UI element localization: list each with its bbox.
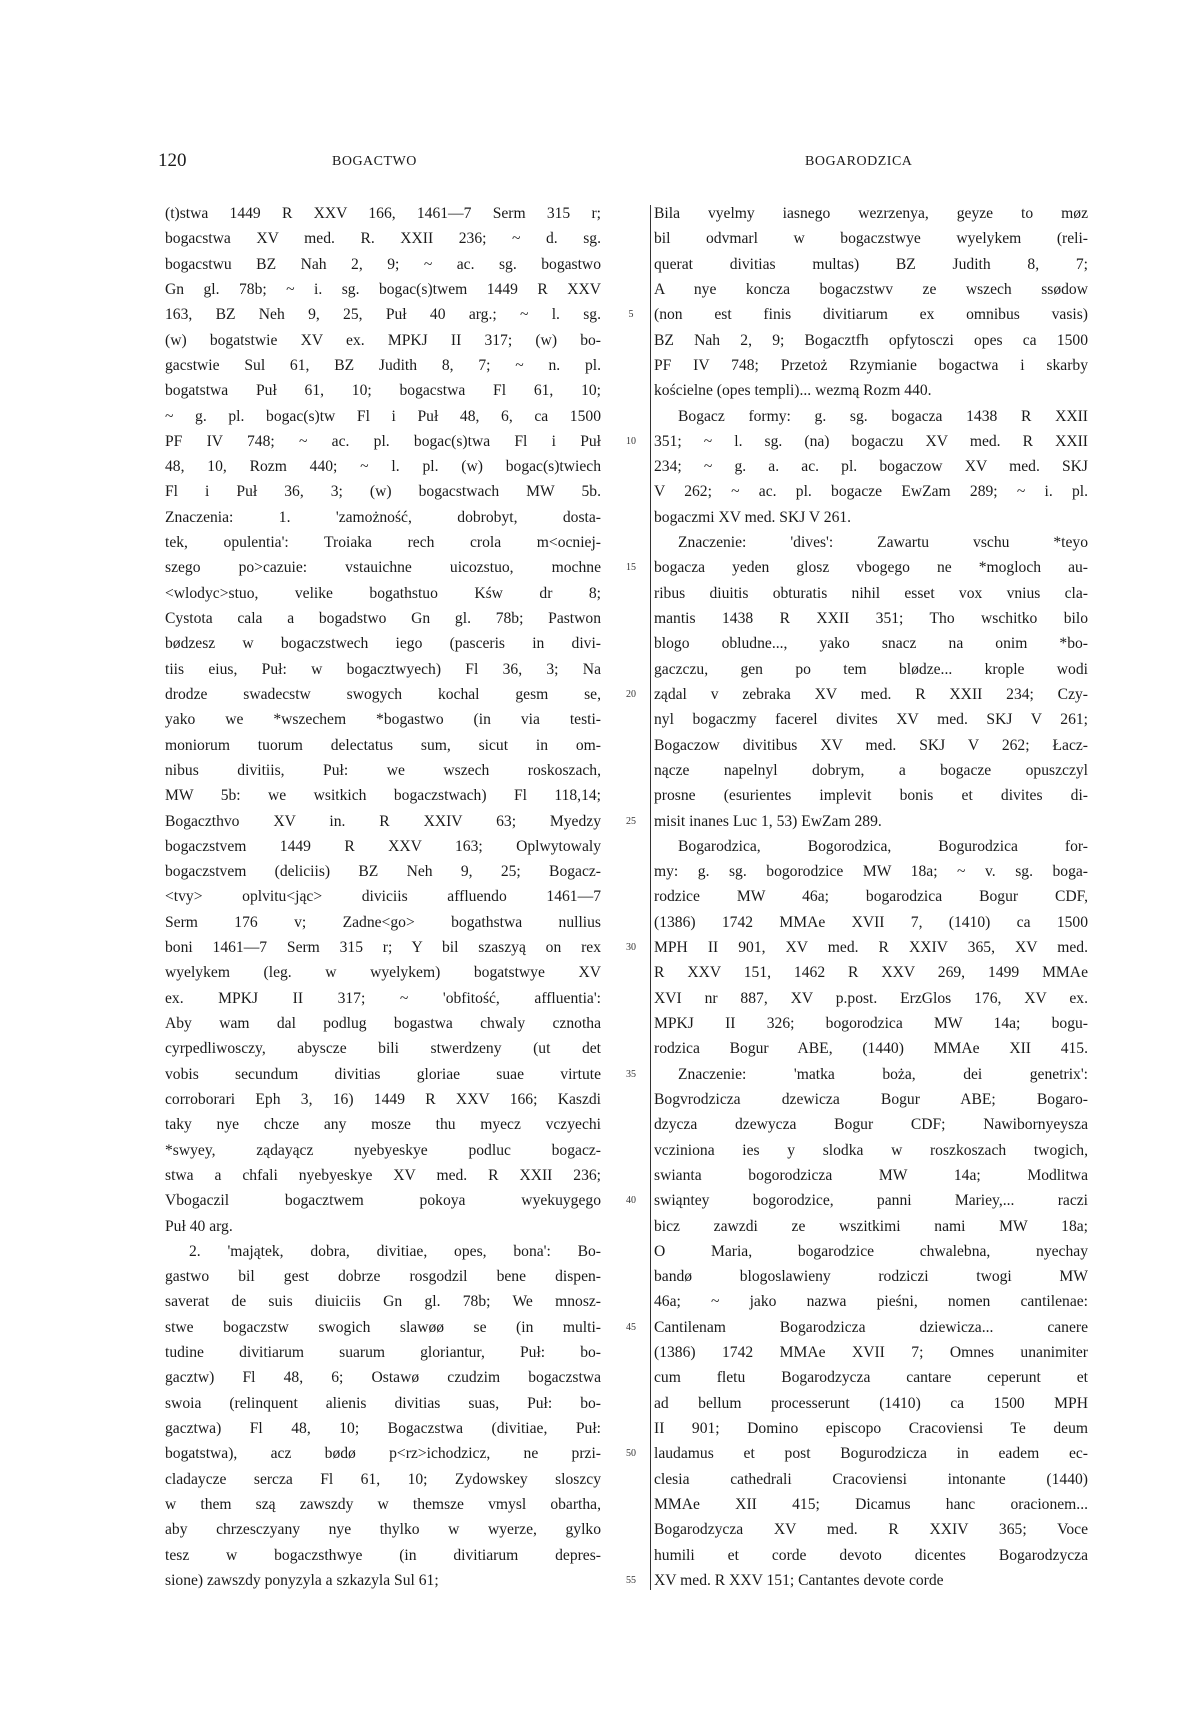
line-number [616,1015,646,1033]
line-number [616,357,646,375]
line-number [616,838,646,856]
text-line: prosne (esurientes implevit bonis et divites di- [654,787,1088,805]
line-number [616,1142,646,1160]
text-line: II 901; Domino episcopo Cracoviensi Te deum [654,1420,1088,1437]
line-number [616,1471,646,1489]
text-line: yako we *wszechem *bogastwo (in via testi- [165,711,601,729]
line-number [616,787,646,805]
line-number [616,483,646,501]
text-line: cyrpedliwosczy, abyscze bili stwerdzeny (ut det [165,1040,601,1058]
line-number [616,332,646,350]
text-line: taky nye chcze any mosze thu myecz vczyechi [165,1116,601,1134]
text-line: Cantilenam Bogarodzicza dziewicza... canere [654,1318,1088,1336]
text-line: gacztw) Fl 48, 6; Ostawø czudzim bogaczstwa [165,1369,601,1387]
text-line: (1386) 1742 MMAe XVII 7; Omnes unanimiter [654,1344,1088,1362]
text-line: querat divitias multas) BZ Judith 8, 7; [654,255,1088,273]
text-line: rodzice MW 46a; bogarodzica Bogur CDF, [654,888,1088,906]
line-number [616,863,646,881]
text-line: dzycza dzewycza Bogur CDF; Nawibornyeysza [654,1116,1088,1134]
text-line: bogacstwa XV med. R. XXII 236; ~ d. sg. [165,230,601,248]
line-number [616,205,646,223]
text-line: nącze napelnyl dobrym, a bogacze opuszczyl [654,761,1088,779]
line-number [616,1496,646,1514]
text-line: bogacza yeden glosz vbogego ne *mogloch au- [654,559,1088,577]
text-line: humili et corde devoto dicentes Bogarodzycza [654,1546,1088,1564]
text-line: Bogaczthvo XV in. R XXIV 63; Myedzy [165,812,601,830]
line-number [616,534,646,552]
text-line: gastwo bil gest dobrze rosgodzil bene dispen- [165,1268,601,1286]
text-line: Znaczenie: 'dives': Zawartu vschu *teyo [678,534,1088,552]
text-line: tiis eius, Puł: w bogacztwyech) Fl 36, 3; Na [165,660,601,678]
text-line: misit inanes Luc 1, 53) EwZam 289. [654,812,882,830]
line-number [616,1268,646,1286]
text-line: swianta bogorodzicza MW 14a; Modlitwa [654,1166,1088,1184]
text-line: swoia (relinquent alienis divitias suas, Puł: bo- [165,1394,601,1412]
text-line: ządal v zebraka XV med. R XXII 234; Czy- [654,685,1088,703]
text-line: tek, opulentia': Troiaka rech crola m<ocniej- [165,534,601,552]
text-line: O Maria, bogarodzice chwalebna, nyechay [654,1242,1088,1260]
text-line: bandø blogoslawieny rodziczi twogi MW [654,1268,1088,1286]
line-number [616,1420,646,1438]
text-line: cum fletu Bogarodzycza cantare ceperunt et [654,1369,1088,1387]
text-line: stwe bogaczstw swogich slawøø se (in multi- [165,1318,601,1336]
text-line: nyl bogaczmy facerel divites XV med. SKJ V 261; [654,711,1088,729]
text-line: Fl i Puł 36, 3; (w) bogacstwach MW 5b. [165,483,601,501]
text-line: (1386) 1742 MMAe XVII 7, (1410) ca 1500 [654,913,1088,931]
text-line: swiąntey bogorodzice, panni Mariey,... raczi [654,1192,1088,1210]
text-line: Znaczenie: 'matka boża, dei genetrix': [678,1065,1088,1083]
line-number [616,256,646,274]
text-line: sione) zawszdy ponyzyla a szkazyla Sul 61; [165,1571,439,1589]
text-line: <tvy> oplvitu<jąc> diviciis affluendo 1461—7 [165,888,601,906]
text-line: ribus diuitis obturatis nihil esset vox vnius cla- [654,584,1088,602]
line-number [616,1395,646,1413]
text-line: PF IV 748; Przetoż Rzymianie bogactwa i skarby [654,356,1088,374]
right-text-column [654,205,1088,1590]
text-line: tesz w bogaczsthwye (in divitiarum depres- [165,1546,601,1564]
line-number: 50 [626,1448,636,1460]
text-line: Cystota cala a bogadstwo Gn gl. 78b; Pastwon [165,610,601,627]
text-line: 163, BZ Neh 9, 25, Puł 40 arg.; ~ l. sg. [165,306,601,324]
text-line: bogatstwa), acz bødø p<rz>ichodzicz, ne przi- [165,1445,601,1463]
line-number: 30 [626,942,636,954]
text-line: V 262; ~ ac. pl. bogacze EwZam 289; ~ i. pl. [654,483,1088,501]
line-number [616,281,646,299]
text-line: Serm 176 v; Zadne<go> bogathstwa nullius [165,913,601,931]
text-line: drodze swadecstw swogych kochal gesm se, [165,685,601,703]
text-line: laudamus et post Bogurodzicza in eadem ec- [654,1445,1088,1463]
line-number [616,1040,646,1058]
text-line: ~ g. pl. bogac(s)tw Fl i Puł 48, 6, ca 1500 [165,407,601,425]
line-number [616,711,646,729]
line-number [616,1167,646,1185]
text-line: moniorum tuorum delectatus sum, sicut in om- [165,736,601,754]
text-line: corroborari Eph 3, 16) 1449 R XXV 166; Kaszdi [165,1090,601,1108]
text-line: MW 5b: we wsitkich bogaczstwach) Fl 118,14; [165,787,601,805]
text-line: clesia cathedrali Cracoviensi intonante (1440) [654,1470,1088,1488]
text-line: nibus divitiis, Puł: we wszech roskoszach, [165,761,601,779]
text-line: stwa a chfali nyebyeskye XV med. R XXII 236; [165,1166,601,1184]
text-line: PF IV 748; ~ ac. pl. bogac(s)twa Fl i Puł [165,432,601,450]
line-number [616,1521,646,1539]
line-number: 25 [626,815,636,827]
text-line: R XXV 151, 1462 R XXV 269, 1499 MMAe [654,964,1088,982]
text-line: rodzica Bogur ABE, (1440) MMAe XII 415. [654,1040,1088,1058]
line-number: 10 [626,435,636,447]
text-line: tudine divitiarum suarum gloriantur, Puł: bo- [165,1344,601,1362]
text-line: 234; ~ g. a. ac. pl. bogaczow XV med. SKJ [654,458,1088,476]
text-line: ex. MPKJ II 317; ~ 'obfitość, affluentia': [165,989,601,1007]
line-number [616,914,646,932]
line-number [616,762,646,780]
line-number [616,382,646,400]
line-number [616,1344,646,1362]
text-line: Aby wam dal podlug bogastwa chwaly cznotha [165,1015,601,1032]
running-head-left: BOGACTWO [332,154,417,169]
line-number: 20 [626,688,636,700]
text-line: wyelykem (leg. w wyelykem) bogatstwye XV [165,964,601,982]
text-line: MPH II 901, XV med. R XXIV 365, XV med. [654,939,1088,957]
text-line: Gn gl. 78b; ~ i. sg. bogac(s)twem 1449 R XXV [165,280,601,298]
text-line: cladaycze sercza Fl 61, 10; Zydowskey sloszcy [165,1470,601,1488]
line-number [616,635,646,653]
text-line: szego po>cazuie: vstauichne uicozstuo, mochne [165,559,601,577]
text-line: bødzesz w bogaczstwech iego (pasceris in divi- [165,635,601,653]
text-line: MPKJ II 326; bogorodzica MW 14a; bogu- [654,1015,1088,1032]
text-line: Bila vyelmy iasnego wezrzenya, geyze to møz [654,205,1088,222]
line-number [616,1293,646,1311]
line-number [616,585,646,603]
line-number: 55 [626,1574,636,1586]
running-head-right: BOGARODZICA [805,154,913,169]
text-line: Vbogaczil bogacztwem pokoya wyekuygego [165,1192,601,1210]
text-line: Bogarodzycza XV med. R XXIV 365; Voce [654,1521,1088,1539]
text-line: (non est finis divitiarum ex omnibus vasis) [654,306,1088,324]
line-number [616,888,646,906]
text-line: Bogaczow divitibus XV med. SKJ V 262; Łacz- [654,736,1088,754]
text-line: bil odvmarl w bogaczstwye wyelykem (reli- [654,230,1088,248]
text-line: bogaczstvem 1449 R XXV 163; Oplwytowaly [165,837,601,855]
page-number: 120 [158,150,187,171]
text-line: aby chrzesczyany nye thylko w wyerze, gylko [165,1521,601,1539]
text-line: A nye koncza bogaczstwv ze wszech ssødow [654,280,1088,298]
text-line: XV med. R XXV 151; Cantantes devote corde [654,1571,944,1589]
text-line: bogaczmi XV med. SKJ V 261. [654,508,852,526]
line-number [616,509,646,527]
text-line: 48, 10, Rozm 440; ~ l. pl. (w) bogac(s)twiech [165,458,601,476]
text-line: *swyey, ządayącz nyebyeskye podluc bogacz- [165,1141,601,1159]
line-number: 45 [626,1321,636,1333]
line-number [616,1243,646,1261]
text-line: MMAe XII 415; Dicamus hanc oracionem... [654,1495,1088,1513]
line-number [616,661,646,679]
text-line: vcziniona ies y slodka w roszkoszach twogich, [654,1141,1088,1159]
line-number [616,1218,646,1236]
text-line: (t)stwa 1449 R XXV 166, 1461—7 Serm 315 r; [165,205,601,222]
text-line: kościelne (opes templi)... wezmą Rozm 440. [654,382,932,400]
page-header [0,150,1177,180]
text-line: w them szą zawszdy w themsze vmysl obartha, [165,1495,601,1513]
line-number [616,990,646,1008]
line-number: 35 [626,1068,636,1080]
text-line: 351; ~ l. sg. (na) bogaczu XV med. R XXII [654,432,1088,450]
text-line: Bogvrodzicza dzewicza Bogur ABE; Bogaro- [654,1090,1088,1108]
line-number [616,230,646,248]
text-line: bicz zawzdi ze wszitkimi nami MW 18a; [654,1217,1088,1235]
text-line: my: g. sg. bogorodzice MW 18a; ~ v. sg. boga- [654,863,1088,881]
text-line: gaczczu, gen po tem blødze... krople wodi [654,660,1088,678]
text-line: bogaczstvem (deliciis) BZ Neh 9, 25; Bogacz- [165,863,601,881]
text-line: Bogarodzica, Bogorodzica, Bogurodzica for- [678,837,1088,855]
line-number [616,1369,646,1387]
line-number [616,737,646,755]
line-number-gutter [616,205,646,1590]
line-number [616,1091,646,1109]
left-text-column [165,205,601,1590]
line-number [616,964,646,982]
line-number: 40 [626,1195,636,1207]
text-line: bogatstwa Puł 61, 10; bogacstwa Fl 61, 10; [165,382,601,400]
text-line: ad bellum processerunt (1410) ca 1500 MPH [654,1394,1088,1412]
line-number: 15 [626,562,636,574]
text-line: BZ Nah 2, 9; Bogacztfh opfytosczi opes ca 1500 [654,331,1088,349]
text-line: Bogacz formy: g. sg. bogacza 1438 R XXII [678,407,1088,425]
column-divider [650,205,651,1590]
text-line: vobis secundum divitias gloriae suae virtute [165,1065,601,1083]
text-line: Znaczenia: 1. 'zamożność, dobrobyt, dosta- [165,508,601,526]
text-line: 2. 'majątek, dobra, divitiae, opes, bona': Bo- [189,1242,601,1260]
line-number [616,1547,646,1565]
line-number [616,408,646,426]
text-line: bogacstwu BZ Nah 2, 9; ~ ac. sg. bogastwo [165,255,601,273]
text-line: mantis 1438 R XXII 351; Tho wschitko bilo [654,610,1088,627]
text-line: Puł 40 arg. [165,1217,233,1235]
text-line: XVI nr 887, XV p.post. ErzGlos 176, XV ex. [654,989,1088,1007]
text-line: 46a; ~ jako nazwa pieśni, nomen cantilenae: [654,1293,1088,1311]
text-line: gacztwa) Fl 48, 10; Bogaczstwa (divitiae, Puł: [165,1420,601,1437]
text-line: saverat de suis diuiciis Gn gl. 78b; We mnosz- [165,1293,601,1311]
text-line: (w) bogatstwie XV ex. MPKJ II 317; (w) bo- [165,331,601,349]
text-line: gacstwie Sul 61, BZ Judith 8, 7; ~ n. pl. [165,356,601,374]
text-line: <wlodyc>stuo, velike bogathstuo Kśw dr 8; [165,584,601,602]
text-line: boni 1461—7 Serm 315 r; Y bil szaszyą on rex [165,939,601,957]
line-number: 5 [628,309,634,321]
text-line: blogo obludne..., yako snacz na onim *bo- [654,635,1088,653]
line-number [616,610,646,628]
line-number [616,1116,646,1134]
line-number [616,458,646,476]
